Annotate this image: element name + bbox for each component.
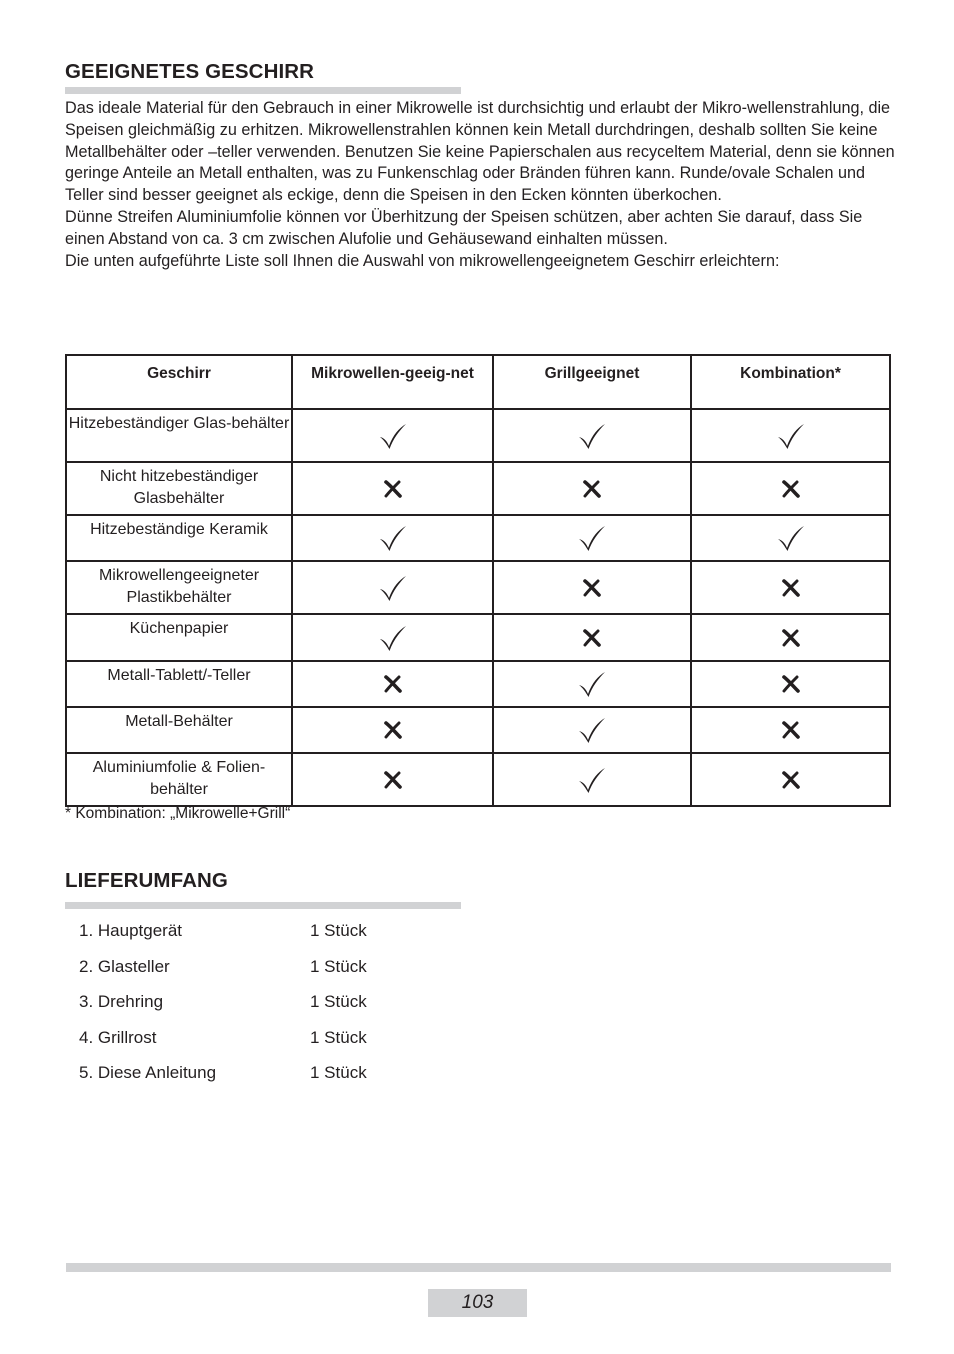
microwave-cell	[292, 561, 493, 614]
combination-cell	[691, 707, 890, 753]
list-item	[79, 917, 367, 953]
cross-icon	[692, 721, 889, 739]
header-microwave	[292, 355, 493, 409]
list-item	[79, 1024, 367, 1060]
microwave-cell	[292, 462, 493, 515]
grill-cell	[493, 753, 691, 806]
item-label: 1. Hauptgerät	[79, 921, 183, 940]
table-row	[66, 661, 890, 707]
intro-text	[65, 98, 895, 272]
list-item	[79, 1059, 367, 1095]
table-row	[66, 462, 890, 515]
checkmark-icon	[494, 422, 690, 450]
item-quantity: 1 Stück	[310, 1027, 367, 1047]
cross-icon	[293, 480, 492, 498]
table-row	[66, 561, 890, 614]
combination-cell	[691, 661, 890, 707]
item-quantity: 1 Stück	[310, 921, 367, 940]
cookware-name: Hitzebeständige Keramik	[66, 515, 292, 561]
item-label: 3. Drehring	[79, 992, 164, 1012]
grill-cell	[493, 462, 691, 515]
cross-icon	[494, 579, 690, 597]
grill-cell	[493, 707, 691, 753]
grill-cell	[493, 661, 691, 707]
cookware-name: Metall-Behälter	[66, 707, 292, 753]
table-row	[66, 409, 890, 462]
title-underline	[65, 87, 461, 94]
cookware-name: Hitzebeständiger Glas-behälter	[66, 409, 292, 462]
list-item	[79, 988, 367, 1024]
combination-cell	[691, 515, 890, 561]
header-grill: Grillgeeignet	[493, 355, 691, 409]
header-cookware: Geschirr	[66, 355, 292, 409]
checkmark-icon	[494, 524, 690, 552]
cookware-name: Metall-Tablett/-Teller	[66, 661, 292, 707]
item-label: 5. Diese Anleitung	[79, 1063, 217, 1083]
cross-icon	[692, 675, 889, 693]
page-number: 103	[428, 1289, 527, 1317]
intro-paragraph-1: Das ideale Material für den Gebrauch in einer Mikrowelle ist durchsichtig und erlaubt der Mikro-wellenstrahlung, die Speisen gleichmäßig zu erhitzen. Mikrowellenstrahlen können kein Metall durchdringen, deshalb sollten Sie keine Metallbehälter oder –teller verwenden. Benutzen Sie keine Papierschalen aus recyceltem Material, denn sie können geringe Anteile an Metall enthalten, was zu Funkenschlag oder Bränden führen kann. Runde/ovale Schalen und Teller sind besser geeignet als eckige, denn die Speisen in den Ecken könnten überkochen.	[65, 99, 895, 205]
microwave-cell	[292, 707, 493, 753]
checkmark-icon	[293, 624, 492, 652]
section-title-delivery: LIEFERUMFANG	[65, 869, 228, 892]
combination-cell	[691, 409, 890, 462]
item-quantity: 1 Stück	[310, 956, 367, 976]
checkmark-icon	[494, 670, 690, 698]
footer-bar	[66, 1263, 891, 1272]
table-row	[66, 614, 890, 661]
combination-cell	[691, 753, 890, 806]
combination-cell	[691, 561, 890, 614]
table-row	[66, 515, 890, 561]
checkmark-icon	[494, 716, 690, 744]
checkmark-icon	[293, 524, 492, 552]
checkmark-icon	[692, 524, 889, 552]
intro-paragraph-2: Dünne Streifen Aluminiumfolie können vor Überhitzung der Speisen schützen, aber achten Sie darauf, dass Sie einen Abstand von ca. 3 cm zwischen Alufolie und Gehäusewand einhalten müssen.	[65, 207, 863, 248]
grill-cell	[493, 614, 691, 661]
item-quantity: 1 Stück	[310, 992, 367, 1012]
cross-icon	[692, 629, 889, 647]
grill-cell	[493, 409, 691, 462]
cookware-name: Mikrowellengeeigneter Plastikbehälter	[66, 561, 292, 614]
header-combination: Kombination*	[691, 355, 890, 409]
delivery-list	[79, 917, 367, 1095]
cross-icon	[293, 771, 492, 789]
combination-cell	[691, 462, 890, 515]
intro-paragraph-3: Die unten aufgeführte Liste soll Ihnen die Auswahl von mikrowellengeeignetem Geschirr erleichtern:	[65, 251, 780, 270]
cross-icon	[293, 675, 492, 693]
microwave-cell	[292, 515, 493, 561]
list-item	[79, 953, 367, 989]
cookware-name: Küchenpapier	[66, 614, 292, 661]
table-row	[66, 707, 890, 753]
cross-icon	[494, 480, 690, 498]
microwave-cell	[292, 661, 493, 707]
item-label: 2. Glasteller	[79, 956, 170, 976]
cookware-name: Aluminiumfolie & Folien-behälter	[66, 753, 292, 806]
cookware-table	[65, 354, 891, 807]
item-label: 4. Grillrost	[79, 1027, 157, 1047]
table-footnote: * Kombination: „Mikrowelle+Grill“	[65, 805, 291, 822]
checkmark-icon	[293, 574, 492, 602]
checkmark-icon	[692, 422, 889, 450]
checkmark-icon	[293, 422, 492, 450]
cross-icon	[494, 629, 690, 647]
cross-icon	[692, 579, 889, 597]
cross-icon	[692, 480, 889, 498]
microwave-cell	[292, 409, 493, 462]
grill-cell	[493, 515, 691, 561]
checkmark-icon	[494, 766, 690, 794]
cross-icon	[293, 721, 492, 739]
cookware-name: Nicht hitzebeständiger Glasbehälter	[66, 462, 292, 515]
section-title-suitable-dishes: GEEIGNETES GESCHIRR	[65, 60, 315, 83]
combination-cell	[691, 614, 890, 661]
microwave-cell	[292, 614, 493, 661]
table-body	[66, 409, 890, 806]
item-quantity: 1 Stück	[310, 1063, 367, 1083]
table-row	[66, 753, 890, 806]
cross-icon	[692, 771, 889, 789]
title-underline	[65, 902, 461, 909]
microwave-cell	[292, 753, 493, 806]
header-microwave-text: Mikrowellen-geeig-net	[311, 365, 474, 382]
grill-cell	[493, 561, 691, 614]
